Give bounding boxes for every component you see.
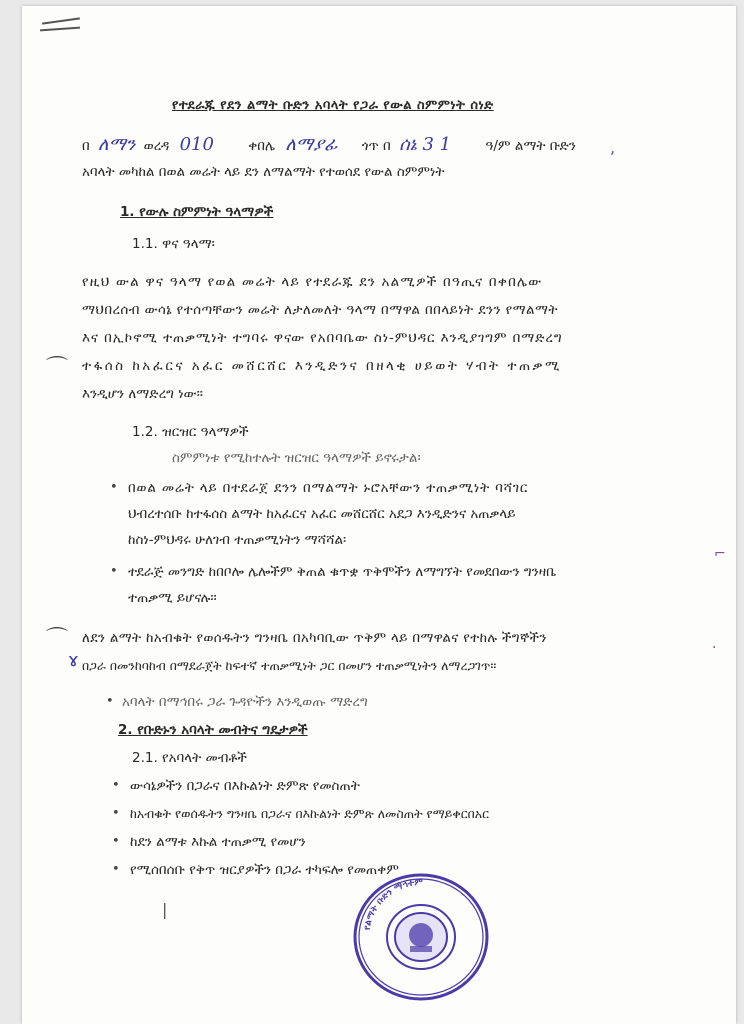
paragraph-2-line: ለደን ልማት ከአብቁት የወሰዱትን ግንዛቤ በአካባቢው ጥቅም ላይ በማዋልና የተከሉ ችግኞችን (82, 630, 547, 646)
right-item: ከደን ልማቱ እኩል ተጠቃሚ የመሆን (130, 834, 306, 850)
paragraph-1-line: የዚህ ውል ዋና ዓላማ የወል መሬት ላይ የተደራጁ ደን አልሚዎች በዓጢና በቀበሌው (82, 274, 543, 290)
document-title: የተደራጁ የደን ልማት ቡድን አባላት የጋራ የውል ስምምነት ሰነድ (172, 98, 494, 113)
section-2-heading: 2. የቡድኑን አባላት መብትና ግዴታዎች (118, 722, 308, 738)
intro-suffix: ዓ/ም ልማት ቡድን (485, 138, 576, 154)
intro-line-1 (82, 134, 576, 155)
paragraph-1-line: ማህበረሰብ ውሳኔ የተሰጣቸውን መሬት ለታለመለት ዓላማ በማዋል በበላይነት ደንን የማልማት (82, 302, 558, 318)
paragraph-1-line: ተፋሰስ ከአፈርና አፈር መሸርሸር እንዲድንና በዘላቂ ሀይወት ሃብት ተጠቃሚ (82, 358, 562, 374)
right-item: የሚሰበሰቡ የቅጥ ዝርያዎችን በጋራ ተካፍሎ የመጠቀም (130, 862, 399, 878)
bullet-3-line: አባላት በማኅበሩ ጋራ ጉዳዮችን እንዲወጡ ማድረግ (122, 694, 368, 710)
ink-mark: , (610, 138, 616, 157)
bullet-dot: • (110, 480, 118, 495)
page-tick: | (162, 900, 168, 919)
bullet-1-line: ከስነ-ምህዳሩ ሁለገብ ተጠቃሚነትን ማሻሻል፡ (128, 532, 347, 548)
bullet-2-line: ተጠቃሚ ይሆናሉ፡፡ (128, 590, 217, 606)
bullet-dot: • (112, 862, 120, 877)
margin-arc-mark: ⌒ (46, 627, 69, 652)
bullet-1-line: በወል መሬት ላይ በተደራጀ ደንን በማልማት ኑሮአቸውን ተጠቃሚነት ባሻገር (128, 480, 529, 496)
ink-mark: ɤ (68, 650, 79, 671)
bullet-dot: • (106, 694, 114, 709)
bullet-dot: • (112, 806, 120, 821)
bullet-2-line: ተደራጅ መንግድ ከበቦሎ ሌሎችም ቅጠል ቁጥቋ ጥቅሞችን ለማግኘት የመደበውን ግንዛቤ (128, 564, 557, 580)
section-1-heading: 1. የውሉ ስምምነት ዓላማዎች (120, 204, 274, 220)
bullet-dot: • (112, 834, 120, 849)
intro-mid-3: ጎጥ በ (361, 138, 391, 154)
section-1-1-heading: 1.1. ዋና ዓላማ፡ (132, 236, 215, 252)
paragraph-2-line: በጋራ በመንከባከብ በማደራጀት ከፍተኛ ተጠቃሚነት ጋር በመሆን ተጠቃሚነትን ለማረጋገጥ፡፡ (82, 658, 497, 673)
scan-mark (42, 17, 80, 24)
right-item: ከአብቁት የወሰዱትን ግንዛቤ በጋራና በእኩልነት ድምጽ ለመስጠት የማይቀርበአር (130, 806, 490, 821)
bullet-dot: • (112, 778, 120, 793)
intro-prefix: በ (82, 138, 90, 154)
handwritten-kebele: 010 (179, 134, 214, 155)
intro-mid-1: ወረዳ (143, 138, 170, 154)
paragraph-1-line: እና በኢኮኖሚ ተጠቃሚነት ተግባሩ ዋናው የአበባቤው ስነ-ምህዳር እንዲያገግም በማድረግ (82, 330, 563, 346)
section-2-1-heading: 2.1. የአባላት መብቶች (132, 750, 247, 766)
handwritten-got: ለማያፊ (285, 134, 338, 155)
bullet-dot: • (110, 564, 118, 579)
paragraph-1-line: እንዲሆን ለማድረግ ነው፡፡ (82, 386, 203, 402)
margin-arc-mark: ⌒ (46, 356, 69, 381)
official-stamp (352, 872, 490, 1002)
handwritten-woreda: ለማን (98, 134, 136, 155)
scan-mark (40, 27, 80, 32)
handwritten-date: ሰኔ 3 1 (399, 134, 452, 155)
stamp-text: የልማት ቡድን ማኅተም (362, 877, 424, 931)
ink-mark: ⌐ (714, 546, 726, 562)
document-page (22, 6, 736, 1024)
bullet-1-line: ህብረተሰቡ ከተፋሰስ ልማት ከአፈርና አፈር መሸርሸር አደጋ እንዲድንና አጠቃላይ (128, 506, 516, 522)
section-1-2-heading: 1.2. ዝርዝር ዓላማዎች (132, 424, 249, 440)
section-1-2-intro: ስምምነቱ የሚከተሉት ዝርዝር ዓላማዎች ይኖሩታል፡ (172, 450, 421, 466)
intro-line-2: አባላት መካከል በወል መሬት ላይ ደን ለማልማት የተወሰደ የውል ስምምነት (82, 164, 445, 180)
right-item: ውሳኔዎችን በጋራና በእኩልነት ድምጽ የመስጠት (130, 778, 360, 794)
intro-mid-2: ቀበሌ (248, 138, 276, 154)
ink-mark: . (712, 636, 717, 652)
